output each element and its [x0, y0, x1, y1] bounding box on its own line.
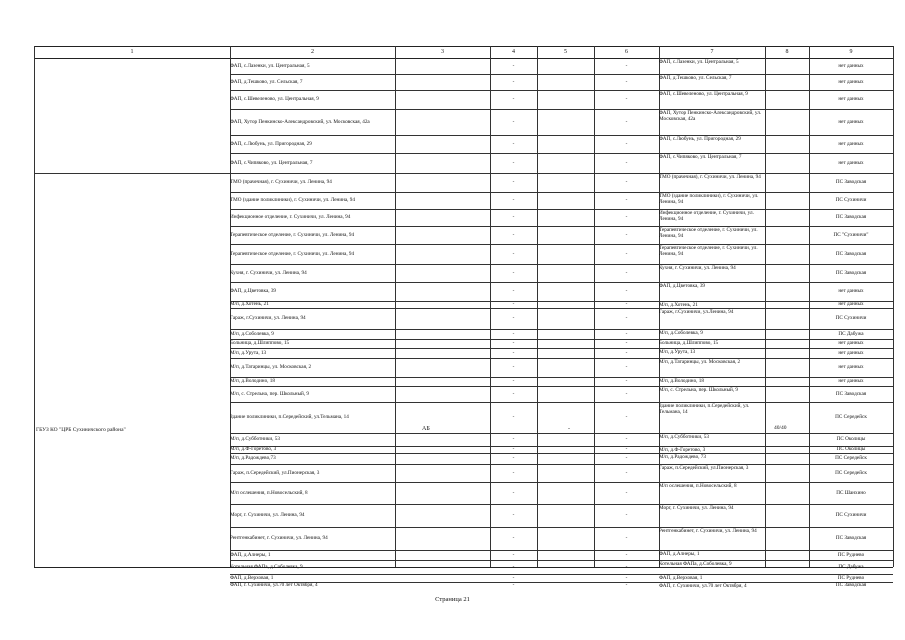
facility-address: ТМО (прачечная), г. Сухиничи, ул. Ленина, 94 [230, 179, 332, 185]
substation-name: ПС Шанхино [836, 489, 866, 496]
column6-value: - [625, 78, 628, 85]
substation-name: ПС "Сухиничи" [833, 231, 869, 238]
substation-name: ПС Сухиничи [835, 315, 867, 321]
facility-address: М/п, д.Соболевка, 9 [230, 330, 274, 337]
column4-value: - [512, 315, 515, 321]
connection-point: М/п, с. Стрельна, пер. Школьный, 9 [659, 387, 739, 393]
substation-name: ПС Дабужа [838, 563, 864, 570]
column6-value: - [625, 301, 628, 307]
substation-name: нет данных [838, 378, 864, 384]
connection-point: М/п ослешения, п.Новосельский, 8 [659, 483, 737, 489]
substation-name: ПС Околицы [836, 446, 866, 452]
substation-name: ПС Сухиничи [835, 197, 867, 203]
facility-address: М/п, д.Радождево,73 [230, 455, 276, 461]
column4-value: - [512, 469, 515, 476]
connection-point: ФАП, с.Шевеленово, ул. Центральная, 9 [659, 91, 748, 97]
facility-address: Морг, г. Сухиничи, ул. Ленина, 94 [230, 512, 305, 518]
col-header: 5 [564, 49, 567, 55]
column6-value: - [625, 197, 628, 203]
column4-value: - [512, 436, 515, 442]
col-divider [893, 46, 894, 567]
connection-point: М/п, д.Радождево, 73 [659, 454, 706, 460]
connection-point: ТМО (здание поликлиники), г. Сухиничи, ул. Ленина, 94 [659, 193, 759, 206]
column4-value: - [512, 535, 515, 541]
column6-value: - [625, 436, 628, 442]
connection-point: М/п, д.Субботники, 53 [659, 434, 709, 440]
substation-name: нет данных [838, 140, 864, 147]
substation-name: ПС Заводская [835, 179, 867, 185]
row-divider [230, 226, 893, 227]
column4-value: - [512, 512, 515, 518]
column4-value: - [512, 62, 515, 69]
column4-value: - [512, 140, 515, 147]
col-header: 2 [311, 49, 314, 55]
col-header: 6 [625, 49, 628, 55]
column4-value: - [512, 563, 515, 570]
facility-address: ФАП, д.Тешково, ул. Сельская, 7 [230, 78, 303, 85]
column6-value: - [625, 269, 628, 276]
substation-name: ПС Заводская [835, 250, 867, 257]
substation-name: ПС Околицы [836, 436, 866, 442]
facility-address: ФАП, д.Цветовка, 39 [230, 288, 277, 294]
connection-point: ТМО (прачечная), г. Сухиничи, ул. Ленина, 94 [659, 174, 761, 180]
substation-name: нет данных [838, 364, 864, 370]
row-divider [230, 90, 893, 91]
column4-value: - [512, 288, 515, 294]
column4-value: - [512, 330, 515, 337]
facility-address: Гараж, п.Середейский, ул.Пионерская, 3 [230, 469, 320, 476]
substation-name: нет данных [838, 159, 864, 166]
connection-point: М/п, д.Урута, 13 [659, 349, 696, 355]
column4-value: - [512, 301, 515, 307]
connection-point: ФАП, Хутор Пенкинско-Александровский, ул. Московская, 42а [659, 110, 762, 123]
column4-value: - [512, 551, 515, 558]
column6-value: - [625, 489, 628, 496]
connection-point: ФАП, с.Лазенки, ул. Центральная, 5 [659, 59, 739, 65]
connection-point: М/п, д.Хотень, 21 [659, 302, 698, 308]
col-divider [537, 46, 538, 567]
col-header: 9 [849, 49, 853, 55]
connection-point: Гараж, г.Сухиничи, ул.Ленина, 94 [659, 309, 734, 315]
column6-value: - [625, 535, 628, 541]
facility-address: М/п, д.Татаринцы, ул. Московская, 2 [230, 364, 312, 370]
row-divider [230, 560, 893, 561]
organization-name: ГБУЗ КО "ЦРБ Сухиничского района" [36, 427, 126, 433]
substation-name: ПС Дабужа [838, 330, 864, 337]
col-divider [34, 46, 35, 567]
page-footer: Страница 21 [435, 596, 470, 603]
facility-address: ФАП, с.Шевеленово, ул. Центральная, 9 [230, 96, 319, 102]
facility-address: Терапевтическое отделение, г. Сухиничи, ул. Ленина, 94 [230, 250, 355, 257]
row-divider [230, 74, 893, 75]
row-divider [230, 244, 893, 245]
column6-value: - [625, 349, 628, 356]
col-header: 7 [710, 49, 714, 55]
column6-value: - [625, 159, 628, 166]
column6-value: - [625, 214, 628, 220]
connection-point: ФАП, д.Цветовка, 39 [659, 283, 706, 289]
column6-value: - [625, 250, 628, 257]
substation-name: нет данных [838, 78, 864, 85]
connection-point: Больница, д.Шлиппово, 15 [659, 340, 719, 346]
facility-address: ФАП, г. Сухиничи, ул.70 лет Октября, 4 [230, 582, 318, 588]
facility-address: Здание поликлиники, п.Середейский, ул.Тельмана, 14 [230, 414, 349, 420]
substation-name: ПС Руднево [837, 551, 865, 558]
facility-address: Гараж, г.Сухиничи, ул. Ленина, 94 [230, 315, 306, 321]
facility-address: ТМО (здание поликлиники), г. Сухиничи, ул. Ленина, 94 [230, 197, 355, 203]
column6-value: - [625, 340, 628, 346]
substation-name: нет данных [838, 62, 864, 69]
substation-name: ПС Заводская [835, 582, 867, 588]
column4-value: - [512, 364, 515, 370]
column3-value: АБ [422, 426, 430, 432]
row-divider [230, 308, 893, 309]
column6-value: - [625, 469, 628, 476]
column6-value: - [625, 512, 628, 518]
column6-value: - [625, 231, 628, 238]
column6-value: - [625, 288, 628, 294]
row-divider [230, 209, 893, 210]
col-header: 1 [130, 49, 134, 55]
substation-name: нет данных [838, 288, 864, 294]
facility-address: Котельная ФАПа, д.Соболевка, 9 [230, 563, 303, 570]
substation-name: ПС Заводская [835, 269, 867, 276]
facility-address: ФАП, с.Лазенки, ул. Центральная, 5 [230, 62, 310, 69]
column6-value: - [625, 140, 628, 147]
connection-point: М/п, д.Ф-Горетово, 3 [659, 447, 706, 453]
facility-address: ФАП, Хутор Пенкинско-Александровский, ул. Московская, 42а [230, 118, 370, 125]
connection-point: ФАП, д.Верховая, 1 [659, 575, 703, 581]
substation-name: ПС Середейск [835, 414, 867, 420]
connection-point: М/п, д.Соболевка, 9 [659, 330, 703, 336]
facility-address: ФАП, д.Алнеры, 1 [230, 551, 271, 558]
connection-point: Рентгенкабинет, г. Сухиничи, ул. Ленина, 94 [659, 528, 757, 534]
col-divider [395, 46, 396, 567]
facility-address: Терапевтическое отделение, г. Сухиничи, ул. Ленина, 94 [230, 231, 355, 238]
column6-value: - [625, 455, 628, 461]
facility-address: Кухня, г. Сухиничи, ул. Ленина, 94 [230, 269, 307, 276]
connection-point: Терапевтическое отделение, г. Сухиничи, ул. Ленина, 94 [659, 245, 758, 258]
substation-name: ПС Заводская [835, 390, 867, 397]
facility-address: ФАП, д.Верховая, 1 [230, 574, 274, 581]
substation-name: ПС Середейск [835, 469, 867, 476]
column4-value: - [512, 269, 515, 276]
column6-value: - [625, 563, 628, 570]
facility-address: Больница, д.Шлиппово, 15 [230, 340, 290, 346]
column4-value: - [512, 96, 515, 102]
connection-point: М/п, д.Татаринцы, ул. Московская, 2 [659, 359, 741, 365]
column6-value: - [625, 315, 628, 321]
facility-address: М/п, с. Стрельна, пер. Школьный, 9 [230, 390, 310, 397]
substation-name: ПС Руднево [837, 574, 865, 581]
row-divider [230, 453, 893, 454]
row-divider [230, 192, 893, 193]
column6-value: - [625, 414, 628, 420]
connection-point: М/п, д.Володино, 18 [659, 378, 704, 384]
column4-value: - [512, 390, 515, 397]
row-divider [230, 433, 893, 434]
column4-value: - [512, 250, 515, 257]
column4-value: - [512, 159, 515, 166]
column6-value: - [625, 551, 628, 558]
column4-value: - [512, 231, 515, 238]
row-divider [230, 358, 893, 359]
data-table [34, 46, 893, 589]
connection-point: Кухня, г. Сухиничи, ул. Ленина, 94 [659, 265, 736, 271]
row-divider [230, 135, 893, 136]
connection-point: Гараж, п.Середейский, ул.Пионерская, 3 [659, 465, 749, 471]
row-divider [230, 282, 893, 283]
column4-value: - [512, 582, 515, 588]
facility-address: Инфекционное отделение, г. Сухиничи, ул. Ленина, 94 [230, 214, 351, 220]
row-divider [230, 386, 893, 387]
row-divider [230, 504, 893, 505]
facility-address: М/п, д.Урута, 13 [230, 349, 267, 356]
column6-value: - [625, 446, 628, 452]
row-divider [230, 402, 893, 403]
column4-value: - [512, 214, 515, 220]
substation-name: ПС Заводская [835, 214, 867, 220]
column4-value: - [512, 414, 515, 420]
column4-value: - [512, 197, 515, 203]
column4-value: - [512, 489, 515, 496]
column6-value: - [625, 390, 628, 397]
col-header: 4 [512, 49, 515, 55]
row-divider [230, 173, 893, 174]
column8-value: 40/40 [774, 425, 787, 431]
facility-address: ФАП, с.Любунь, ул. Пригородная, 29 [230, 140, 312, 147]
substation-name: нет данных [838, 96, 864, 102]
column6-value: - [625, 364, 628, 370]
row-divider [230, 527, 893, 528]
column4-value: - [512, 118, 515, 125]
column6-value: - [625, 96, 628, 102]
connection-point: ФАП, д.Тешково, ул. Сельская, 7 [659, 75, 732, 81]
column6-value: - [625, 574, 628, 581]
row-divider [230, 153, 893, 154]
column4-value: - [512, 378, 515, 384]
facility-address: М/п, д.Володино, 18 [230, 378, 275, 384]
column6-value: - [625, 179, 628, 185]
connection-point: ФАП, с.Любунь, ул. Пригородная, 29 [659, 136, 741, 142]
connection-point: ФАП, с.Чипяково, ул. Центральная, 7 [659, 154, 742, 160]
column4-value: - [512, 179, 515, 185]
facility-address: М/п, д.Ф-Горетово, 3 [230, 446, 277, 452]
facility-address: М/п, д.Хотень, 21 [230, 301, 269, 307]
substation-name: нет данных [838, 118, 864, 125]
connection-point: Здание поликлиники, п.Середейский, ул. Тельмана, 14 [659, 403, 750, 416]
col-header: 8 [785, 49, 789, 55]
column4-value: - [512, 349, 515, 356]
column4-value: - [512, 78, 515, 85]
connection-point: Котельная ФАПа, д.Соболевка, 9 [659, 561, 732, 567]
facility-address: Рентгенкабинет, г. Сухиничи, ул. Ленина, 94 [230, 535, 328, 541]
column6-value: - [625, 62, 628, 69]
facility-address: М/п ослешения, п.Новосельский, 8 [230, 489, 308, 496]
row-divider [230, 264, 893, 265]
substation-name: нет данных [838, 301, 864, 307]
column4-value: - [512, 340, 515, 346]
column4-value: - [512, 455, 515, 461]
column4-value: - [512, 446, 515, 452]
row-divider [230, 109, 893, 110]
connection-point: Морг, г. Сухиничи, ул. Ленина, 94 [659, 505, 734, 511]
col-divider [765, 46, 766, 567]
substation-name: ПС Заводская [835, 535, 867, 541]
connection-point: ФАП, д.Алнеры, 1 [659, 551, 700, 557]
substation-name: ПС Сухиничи [835, 512, 867, 518]
column6-value: - [625, 378, 628, 384]
column6-value: - [625, 118, 628, 125]
substation-name: ПС Середейск [835, 455, 867, 461]
row-divider [230, 482, 893, 483]
connection-point: ФАП, г. Сухиничи, ул.70 лет Октября, 4 [659, 583, 747, 589]
column5-value: - [568, 426, 570, 432]
column4-value: - [512, 574, 515, 581]
facility-address: ФАП, с.Чипяково, ул. Центральная, 7 [230, 159, 313, 166]
row-divider [230, 464, 893, 465]
column6-value: - [625, 330, 628, 337]
substation-name: нет данных [838, 340, 864, 346]
section-divider [34, 173, 230, 174]
column6-value: - [625, 582, 628, 588]
facility-address: М/п, д.Субботники, 53 [230, 436, 280, 442]
col-header: 3 [441, 49, 444, 55]
substation-name: нет данных [838, 349, 864, 356]
connection-point: Инфекционное отделение, г. Сухиничи, ул. Ленина, 94 [659, 210, 754, 223]
connection-point: Терапевтическое отделение, г. Сухиничи, ул. Ленина, 94 [659, 227, 758, 240]
